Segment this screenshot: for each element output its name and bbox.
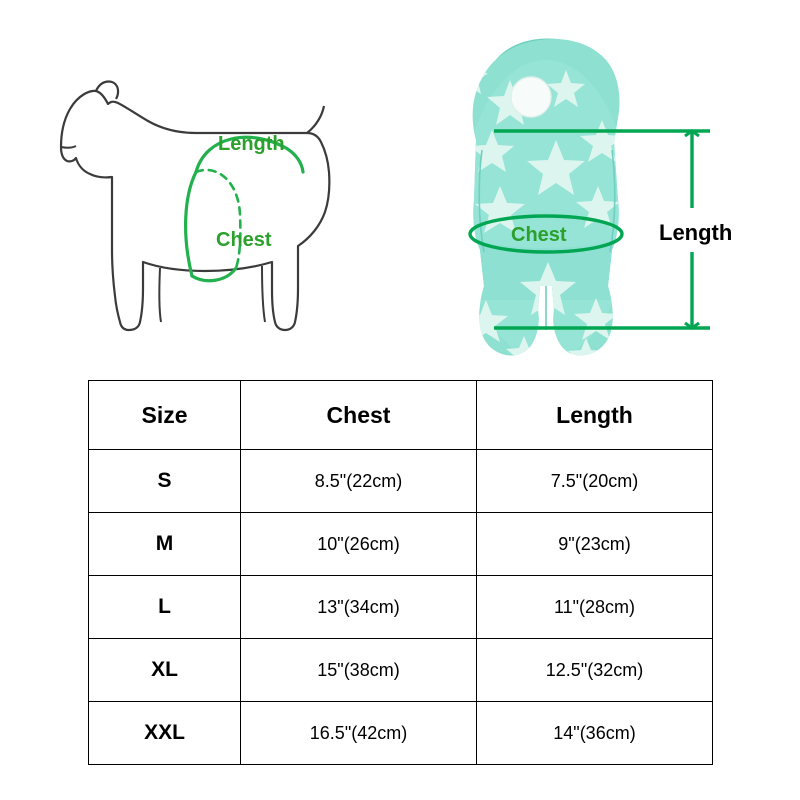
cell-length: 12.5"(32cm) (477, 639, 713, 702)
garment-chest-label: Chest (511, 224, 567, 246)
cell-size: S (89, 450, 241, 513)
table-header-row (89, 381, 713, 450)
cell-size: L (89, 576, 241, 639)
table-row (89, 702, 713, 765)
cell-chest: 16.5"(42cm) (241, 702, 477, 765)
cell-chest: 13"(34cm) (241, 576, 477, 639)
illustration-svg (0, 0, 800, 378)
header-length: Length (477, 381, 713, 450)
outline-chest-label: Chest (216, 229, 272, 251)
cell-length: 7.5"(20cm) (477, 450, 713, 513)
cell-chest: 15"(38cm) (241, 639, 477, 702)
cell-size: M (89, 513, 241, 576)
cell-chest: 10"(26cm) (241, 513, 477, 576)
header-size: Size (89, 381, 241, 450)
header-chest: Chest (241, 381, 477, 450)
table-row (89, 639, 713, 702)
garment-illustration (452, 39, 732, 372)
garment-length-label: Length (659, 220, 733, 245)
cell-length: 11"(28cm) (477, 576, 713, 639)
table-row (89, 450, 713, 513)
illustration-area (0, 0, 800, 378)
outline-dog-drawing (61, 81, 329, 330)
cell-chest: 8.5"(22cm) (241, 450, 477, 513)
cell-length: 9"(23cm) (477, 513, 713, 576)
pom-pom (511, 77, 551, 117)
cell-size: XXL (89, 702, 241, 765)
table-row (89, 513, 713, 576)
cell-size: XL (89, 639, 241, 702)
table-row (89, 576, 713, 639)
cell-length: 14"(36cm) (477, 702, 713, 765)
size-table (88, 380, 713, 765)
outline-length-label: Length (218, 133, 285, 155)
